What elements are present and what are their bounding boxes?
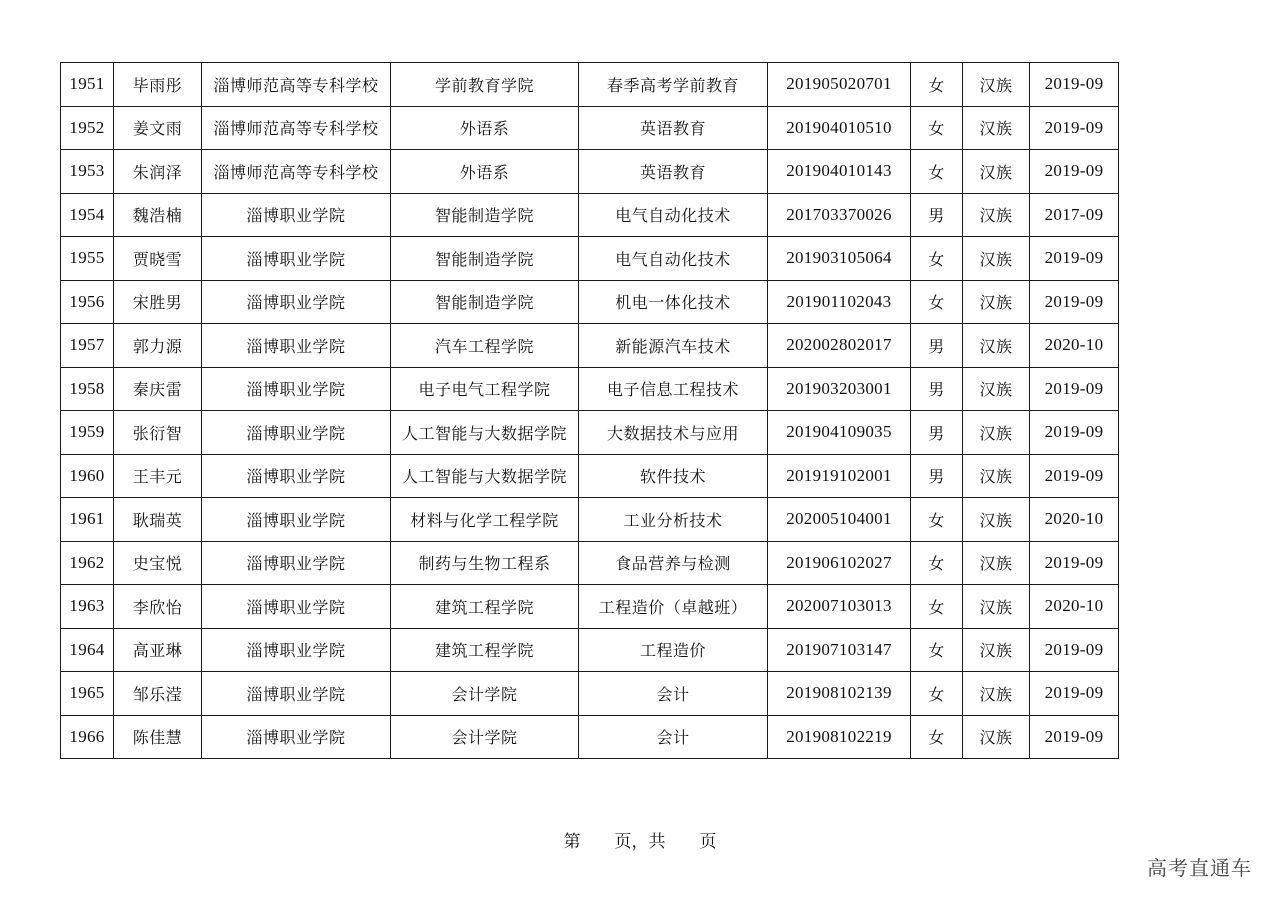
college-cell: 汽车工程学院 — [391, 324, 579, 368]
student-roster-table — [60, 62, 1119, 759]
gender-cell: 女 — [911, 498, 963, 542]
major-cell: 新能源汽车技术 — [579, 324, 768, 368]
college-cell: 人工智能与大数据学院 — [391, 454, 579, 498]
row-number-cell: 1957 — [61, 324, 114, 368]
enroll-date-cell: 2019-09 — [1030, 715, 1119, 759]
row-number-cell: 1951 — [61, 63, 114, 107]
row-number-cell: 1962 — [61, 541, 114, 585]
enroll-date-cell: 2019-09 — [1030, 628, 1119, 672]
gender-cell: 女 — [911, 628, 963, 672]
school-cell: 淄博职业学院 — [202, 411, 391, 455]
major-cell: 会计 — [579, 672, 768, 716]
enroll-date-cell: 2019-09 — [1030, 237, 1119, 281]
gender-cell: 女 — [911, 715, 963, 759]
gender-cell: 男 — [911, 411, 963, 455]
gender-cell: 女 — [911, 106, 963, 150]
college-cell: 电子电气工程学院 — [391, 367, 579, 411]
page-prefix: 第 — [563, 832, 581, 852]
row-number-cell: 1955 — [61, 237, 114, 281]
table-row — [61, 150, 1119, 194]
major-cell: 工程造价 — [579, 628, 768, 672]
college-cell: 智能制造学院 — [391, 280, 579, 324]
gender-cell: 女 — [911, 672, 963, 716]
major-cell: 会计 — [579, 715, 768, 759]
college-cell: 制药与生物工程系 — [391, 541, 579, 585]
enroll-date-cell: 2019-09 — [1030, 541, 1119, 585]
ethnicity-cell: 汉族 — [963, 367, 1030, 411]
school-cell: 淄博师范高等专科学校 — [202, 63, 391, 107]
ethnicity-cell: 汉族 — [963, 672, 1030, 716]
school-cell: 淄博职业学院 — [202, 585, 391, 629]
name-cell: 毕雨彤 — [114, 63, 202, 107]
row-number-cell: 1958 — [61, 367, 114, 411]
name-cell: 张衍智 — [114, 411, 202, 455]
student-id-cell: 201904109035 — [768, 411, 911, 455]
enroll-date-cell: 2019-09 — [1030, 280, 1119, 324]
major-cell: 工业分析技术 — [579, 498, 768, 542]
table-row — [61, 411, 1119, 455]
major-cell: 软件技术 — [579, 454, 768, 498]
enroll-date-cell: 2019-09 — [1030, 454, 1119, 498]
name-cell: 高亚琳 — [114, 628, 202, 672]
enroll-date-cell: 2020-10 — [1030, 498, 1119, 542]
enroll-date-cell: 2019-09 — [1030, 106, 1119, 150]
major-cell: 机电一体化技术 — [579, 280, 768, 324]
college-cell: 外语系 — [391, 106, 579, 150]
gender-cell: 女 — [911, 237, 963, 281]
enroll-date-cell: 2019-09 — [1030, 672, 1119, 716]
row-number-cell: 1956 — [61, 280, 114, 324]
name-cell: 王丰元 — [114, 454, 202, 498]
ethnicity-cell: 汉族 — [963, 237, 1030, 281]
table-row — [61, 498, 1119, 542]
college-cell: 智能制造学院 — [391, 237, 579, 281]
student-id-cell: 201903203001 — [768, 367, 911, 411]
major-cell: 食品营养与检测 — [579, 541, 768, 585]
page-suffix: 页 — [699, 832, 717, 852]
table-row — [61, 715, 1119, 759]
enroll-date-cell: 2017-09 — [1030, 193, 1119, 237]
row-number-cell: 1960 — [61, 454, 114, 498]
row-number-cell: 1966 — [61, 715, 114, 759]
name-cell: 贾晓雪 — [114, 237, 202, 281]
college-cell: 会计学院 — [391, 715, 579, 759]
page-footer — [0, 827, 1280, 852]
student-id-cell: 201906102027 — [768, 541, 911, 585]
table-row — [61, 672, 1119, 716]
college-cell: 材料与化学工程学院 — [391, 498, 579, 542]
student-id-cell: 202005104001 — [768, 498, 911, 542]
school-cell: 淄博职业学院 — [202, 280, 391, 324]
ethnicity-cell: 汉族 — [963, 280, 1030, 324]
major-cell: 电气自动化技术 — [579, 237, 768, 281]
school-cell: 淄博职业学院 — [202, 367, 391, 411]
row-number-cell: 1952 — [61, 106, 114, 150]
gender-cell: 男 — [911, 454, 963, 498]
table-row — [61, 193, 1119, 237]
enroll-date-cell: 2019-09 — [1030, 150, 1119, 194]
ethnicity-cell: 汉族 — [963, 498, 1030, 542]
gender-cell: 女 — [911, 63, 963, 107]
row-number-cell: 1963 — [61, 585, 114, 629]
name-cell: 邹乐滢 — [114, 672, 202, 716]
major-cell: 英语教育 — [579, 150, 768, 194]
school-cell: 淄博职业学院 — [202, 672, 391, 716]
table-row — [61, 367, 1119, 411]
gender-cell: 男 — [911, 324, 963, 368]
gender-cell: 女 — [911, 280, 963, 324]
row-number-cell: 1964 — [61, 628, 114, 672]
table-row — [61, 280, 1119, 324]
table-row — [61, 454, 1119, 498]
ethnicity-cell: 汉族 — [963, 193, 1030, 237]
school-cell: 淄博职业学院 — [202, 715, 391, 759]
ethnicity-cell: 汉族 — [963, 106, 1030, 150]
gender-cell: 男 — [911, 193, 963, 237]
student-id-cell: 202007103013 — [768, 585, 911, 629]
student-id-cell: 201908102139 — [768, 672, 911, 716]
major-cell: 工程造价（卓越班） — [579, 585, 768, 629]
name-cell: 郭力源 — [114, 324, 202, 368]
ethnicity-cell: 汉族 — [963, 585, 1030, 629]
table-row — [61, 541, 1119, 585]
name-cell: 陈佳慧 — [114, 715, 202, 759]
name-cell: 朱润泽 — [114, 150, 202, 194]
school-cell: 淄博职业学院 — [202, 324, 391, 368]
college-cell: 会计学院 — [391, 672, 579, 716]
major-cell: 电子信息工程技术 — [579, 367, 768, 411]
table-row — [61, 237, 1119, 281]
school-cell: 淄博师范高等专科学校 — [202, 150, 391, 194]
student-id-cell: 201904010510 — [768, 106, 911, 150]
school-cell: 淄博职业学院 — [202, 541, 391, 585]
watermark-text: 高考直通车 — [1147, 856, 1252, 880]
gender-cell: 女 — [911, 150, 963, 194]
row-number-cell: 1959 — [61, 411, 114, 455]
enroll-date-cell: 2020-10 — [1030, 585, 1119, 629]
ethnicity-cell: 汉族 — [963, 63, 1030, 107]
school-cell: 淄博职业学院 — [202, 454, 391, 498]
gender-cell: 女 — [911, 541, 963, 585]
enroll-date-cell: 2019-09 — [1030, 63, 1119, 107]
ethnicity-cell: 汉族 — [963, 628, 1030, 672]
student-id-cell: 201901102043 — [768, 280, 911, 324]
ethnicity-cell: 汉族 — [963, 411, 1030, 455]
page-middle: 页，共 — [614, 832, 666, 852]
name-cell: 魏浩楠 — [114, 193, 202, 237]
college-cell: 建筑工程学院 — [391, 628, 579, 672]
ethnicity-cell: 汉族 — [963, 454, 1030, 498]
ethnicity-cell: 汉族 — [963, 324, 1030, 368]
name-cell: 耿瑞英 — [114, 498, 202, 542]
student-id-cell: 201908102219 — [768, 715, 911, 759]
college-cell: 建筑工程学院 — [391, 585, 579, 629]
name-cell: 秦庆雷 — [114, 367, 202, 411]
college-cell: 人工智能与大数据学院 — [391, 411, 579, 455]
student-id-cell: 201703370026 — [768, 193, 911, 237]
roster-body — [61, 63, 1119, 759]
college-cell: 外语系 — [391, 150, 579, 194]
major-cell: 电气自动化技术 — [579, 193, 768, 237]
student-id-cell: 202002802017 — [768, 324, 911, 368]
table-row — [61, 106, 1119, 150]
name-cell: 姜文雨 — [114, 106, 202, 150]
enroll-date-cell: 2019-09 — [1030, 367, 1119, 411]
row-number-cell: 1961 — [61, 498, 114, 542]
school-cell: 淄博职业学院 — [202, 193, 391, 237]
major-cell: 大数据技术与应用 — [579, 411, 768, 455]
name-cell: 李欣怡 — [114, 585, 202, 629]
major-cell: 英语教育 — [579, 106, 768, 150]
student-id-cell: 201905020701 — [768, 63, 911, 107]
enroll-date-cell: 2020-10 — [1030, 324, 1119, 368]
student-id-cell: 201903105064 — [768, 237, 911, 281]
name-cell: 史宝悦 — [114, 541, 202, 585]
ethnicity-cell: 汉族 — [963, 715, 1030, 759]
row-number-cell: 1953 — [61, 150, 114, 194]
college-cell: 学前教育学院 — [391, 63, 579, 107]
student-id-cell: 201919102001 — [768, 454, 911, 498]
school-cell: 淄博职业学院 — [202, 628, 391, 672]
gender-cell: 女 — [911, 585, 963, 629]
table-row — [61, 628, 1119, 672]
school-cell: 淄博师范高等专科学校 — [202, 106, 391, 150]
ethnicity-cell: 汉族 — [963, 541, 1030, 585]
table-row — [61, 63, 1119, 107]
row-number-cell: 1965 — [61, 672, 114, 716]
major-cell: 春季高考学前教育 — [579, 63, 768, 107]
school-cell: 淄博职业学院 — [202, 498, 391, 542]
student-id-cell: 201904010143 — [768, 150, 911, 194]
school-cell: 淄博职业学院 — [202, 237, 391, 281]
enroll-date-cell: 2019-09 — [1030, 411, 1119, 455]
gender-cell: 男 — [911, 367, 963, 411]
name-cell: 宋胜男 — [114, 280, 202, 324]
table-row — [61, 585, 1119, 629]
row-number-cell: 1954 — [61, 193, 114, 237]
ethnicity-cell: 汉族 — [963, 150, 1030, 194]
table-row — [61, 324, 1119, 368]
college-cell: 智能制造学院 — [391, 193, 579, 237]
student-id-cell: 201907103147 — [768, 628, 911, 672]
